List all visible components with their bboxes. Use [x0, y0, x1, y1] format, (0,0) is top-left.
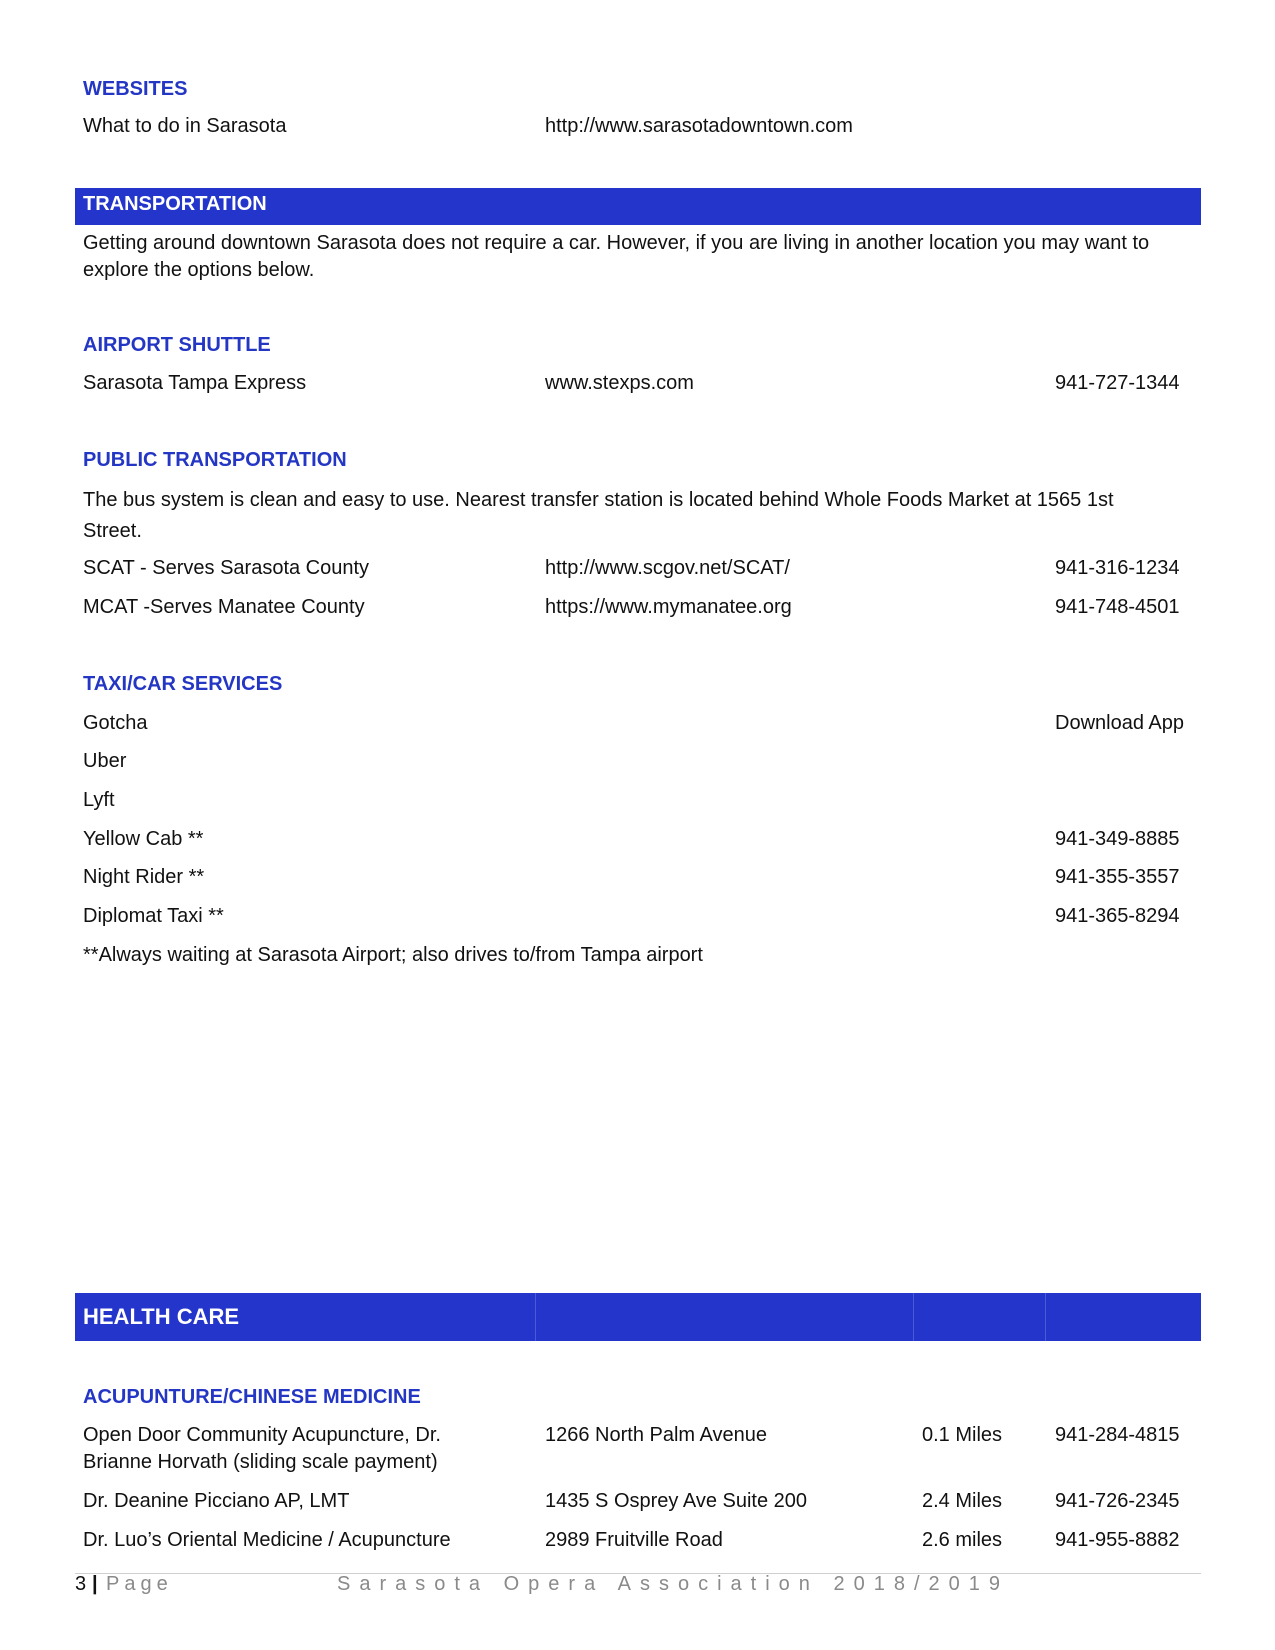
acupuncture-name: Dr. Deanine Picciano AP, LMT — [83, 1490, 350, 1512]
taxi-footnote: **Always waiting at Sarasota Airport; also drives to/from Tampa airport — [83, 944, 703, 966]
acupuncture-phone: 941-284-4815 — [1055, 1424, 1180, 1446]
acupuncture-name-line1: Open Door Community Acupuncture, Dr. — [83, 1424, 441, 1446]
transportation-title: TRANSPORTATION — [83, 193, 267, 215]
taxi-contact-gotcha: Download App — [1055, 712, 1184, 734]
acupuncture-name: Dr. Luo’s Oriental Medicine / Acupuncture — [83, 1529, 451, 1551]
scat-name: SCAT - Serves Sarasota County — [83, 557, 370, 579]
banner-divider — [913, 1293, 914, 1341]
footer-page-number: 3 — [75, 1573, 87, 1595]
public-transportation-heading: PUBLIC TRANSPORTATION — [83, 449, 347, 471]
taxi-heading: TAXI/CAR SERVICES — [83, 673, 283, 695]
taxi-phone-night-rider: 941-355-3557 — [1055, 866, 1180, 888]
acupuncture-address: 1435 S Osprey Ave Suite 200 — [545, 1490, 808, 1512]
public-transportation-note: The bus system is clean and easy to use. Nearest transfer station is located behind Whole Foods Market at 1565 1st Street. — [83, 489, 1114, 542]
shuttle-url[interactable]: www.stexps.com — [545, 372, 694, 394]
mcat-name: MCAT -Serves Manatee County — [83, 596, 365, 618]
website-url[interactable]: http://www.sarasotadowntown.com — [545, 115, 853, 137]
footer-separator: | — [92, 1573, 98, 1595]
mcat-phone: 941-748-4501 — [1055, 596, 1180, 618]
taxi-name-diplomat: Diplomat Taxi ** — [83, 905, 224, 927]
acupuncture-address: 2989 Fruitville Road — [545, 1529, 723, 1551]
banner-divider — [1045, 1293, 1046, 1341]
shuttle-name: Sarasota Tampa Express — [83, 372, 307, 394]
footer-organization: Sarasota Opera Association 2018/2019 — [337, 1573, 1010, 1595]
taxi-phone-diplomat: 941-365-8294 — [1055, 905, 1180, 927]
acupuncture-distance: 0.1 Miles — [922, 1424, 1003, 1446]
shuttle-phone: 941-727-1344 — [1055, 372, 1180, 394]
scat-phone: 941-316-1234 — [1055, 557, 1180, 579]
acupuncture-distance: 2.4 Miles — [922, 1490, 1003, 1512]
transportation-banner — [75, 188, 1201, 225]
taxi-phone-yellow-cab: 941-349-8885 — [1055, 828, 1180, 850]
mcat-url[interactable]: https://www.mymanatee.org — [545, 596, 792, 618]
footer-page-label: Page — [106, 1573, 173, 1595]
acupuncture-heading: ACUPUNTURE/CHINESE MEDICINE — [83, 1386, 421, 1408]
health-care-banner — [75, 1293, 1201, 1341]
taxi-name-lyft: Lyft — [83, 789, 115, 811]
taxi-name-gotcha: Gotcha — [83, 712, 148, 734]
taxi-name-uber: Uber — [83, 750, 127, 772]
taxi-name-night-rider: Night Rider ** — [83, 866, 205, 888]
acupuncture-distance: 2.6 miles — [922, 1529, 1003, 1551]
transportation-intro: Getting around downtown Sarasota does not require a car. However, if you are living in another location you may want to explore the options below. — [83, 232, 1150, 281]
taxi-name-yellow-cab: Yellow Cab ** — [83, 828, 204, 850]
scat-url[interactable]: http://www.scgov.net/SCAT/ — [545, 557, 790, 579]
acupuncture-phone: 941-955-8882 — [1055, 1529, 1180, 1551]
acupuncture-phone: 941-726-2345 — [1055, 1490, 1180, 1512]
airport-shuttle-heading: AIRPORT SHUTTLE — [83, 334, 271, 356]
banner-divider — [535, 1293, 536, 1341]
website-name: What to do in Sarasota — [83, 115, 287, 137]
acupuncture-address: 1266 North Palm Avenue — [545, 1424, 768, 1446]
websites-heading: WEBSITES — [83, 78, 188, 100]
acupuncture-name-line2: Brianne Horvath (sliding scale payment) — [83, 1451, 438, 1473]
health-care-title: HEALTH CARE — [83, 1304, 240, 1329]
